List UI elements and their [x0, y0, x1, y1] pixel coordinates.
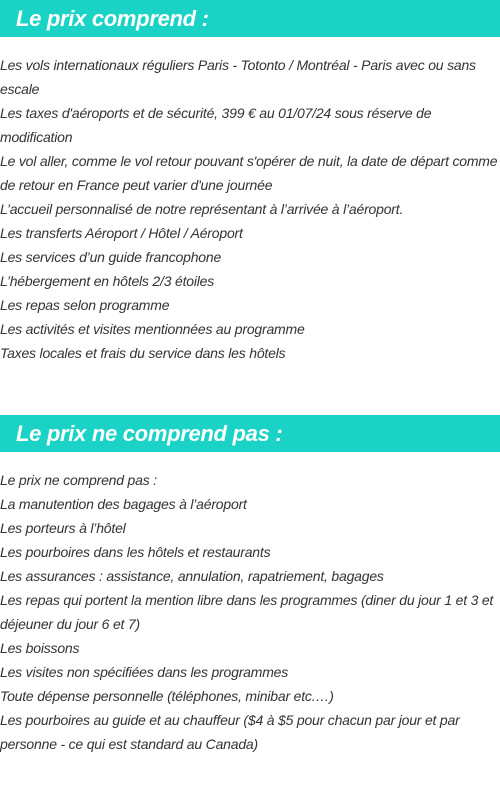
- list-item: Taxes locales et frais du service dans les hôtels: [0, 345, 286, 361]
- list-item: Les repas qui portent la mention libre dans les programmes (diner du jour 1 et 3 et déjeuner du jour 6 et 7): [0, 592, 494, 632]
- list-item: Les assurances : assistance, annulation, rapatriement, bagages: [0, 568, 384, 584]
- list-item: Les services d’un guide francophone: [0, 249, 222, 265]
- list-item: Les pourboires dans les hôtels et restaurants: [0, 544, 271, 560]
- price-excludes-title: Le prix ne comprend pas :: [16, 420, 283, 446]
- price-excludes-section: [0, 415, 500, 756]
- list-item: L’accueil personnalisé de notre représentant à l’arrivée à l’aéroport.: [0, 201, 404, 217]
- list-item: Les activités et visites mentionnées au programme: [0, 321, 305, 337]
- price-excludes-header: [0, 415, 500, 452]
- list-item: Les visites non spécifiées dans les programmes: [0, 664, 289, 680]
- price-includes-list: [0, 53, 500, 365]
- list-item: Les vols internationaux réguliers Paris - Totonto / Montréal - Paris avec ou sans escale: [0, 57, 476, 97]
- list-item: Toute dépense personnelle (téléphones, minibar etc.…): [0, 688, 334, 704]
- price-includes-header: [0, 0, 500, 37]
- price-includes-section: [0, 0, 500, 365]
- price-excludes-list: [0, 468, 500, 756]
- list-item: L’hébergement en hôtels 2/3 étoiles: [0, 273, 215, 289]
- list-item: Les boissons: [0, 640, 80, 656]
- list-item: Les porteurs à l’hôtel: [0, 520, 126, 536]
- list-item: Le vol aller, comme le vol retour pouvant s'opérer de nuit, la date de départ comme de retour en France peut varier d'une journée: [0, 153, 498, 193]
- list-item: Les pourboires au guide et au chauffeur ($4 à $5 pour chacun par jour et par personne - ce qui est standard au Canada): [0, 712, 460, 752]
- price-includes-title: Le prix comprend :: [16, 5, 209, 31]
- list-item: Les taxes d'aéroports et de sécurité, 399 € au 01/07/24 sous réserve de modification: [0, 105, 432, 145]
- list-item: Les transferts Aéroport / Hôtel / Aéroport: [0, 225, 243, 241]
- list-item: La manutention des bagages à l’aéroport: [0, 496, 247, 512]
- list-item: Les repas selon programme: [0, 297, 170, 313]
- list-item: Le prix ne comprend pas :: [0, 472, 157, 488]
